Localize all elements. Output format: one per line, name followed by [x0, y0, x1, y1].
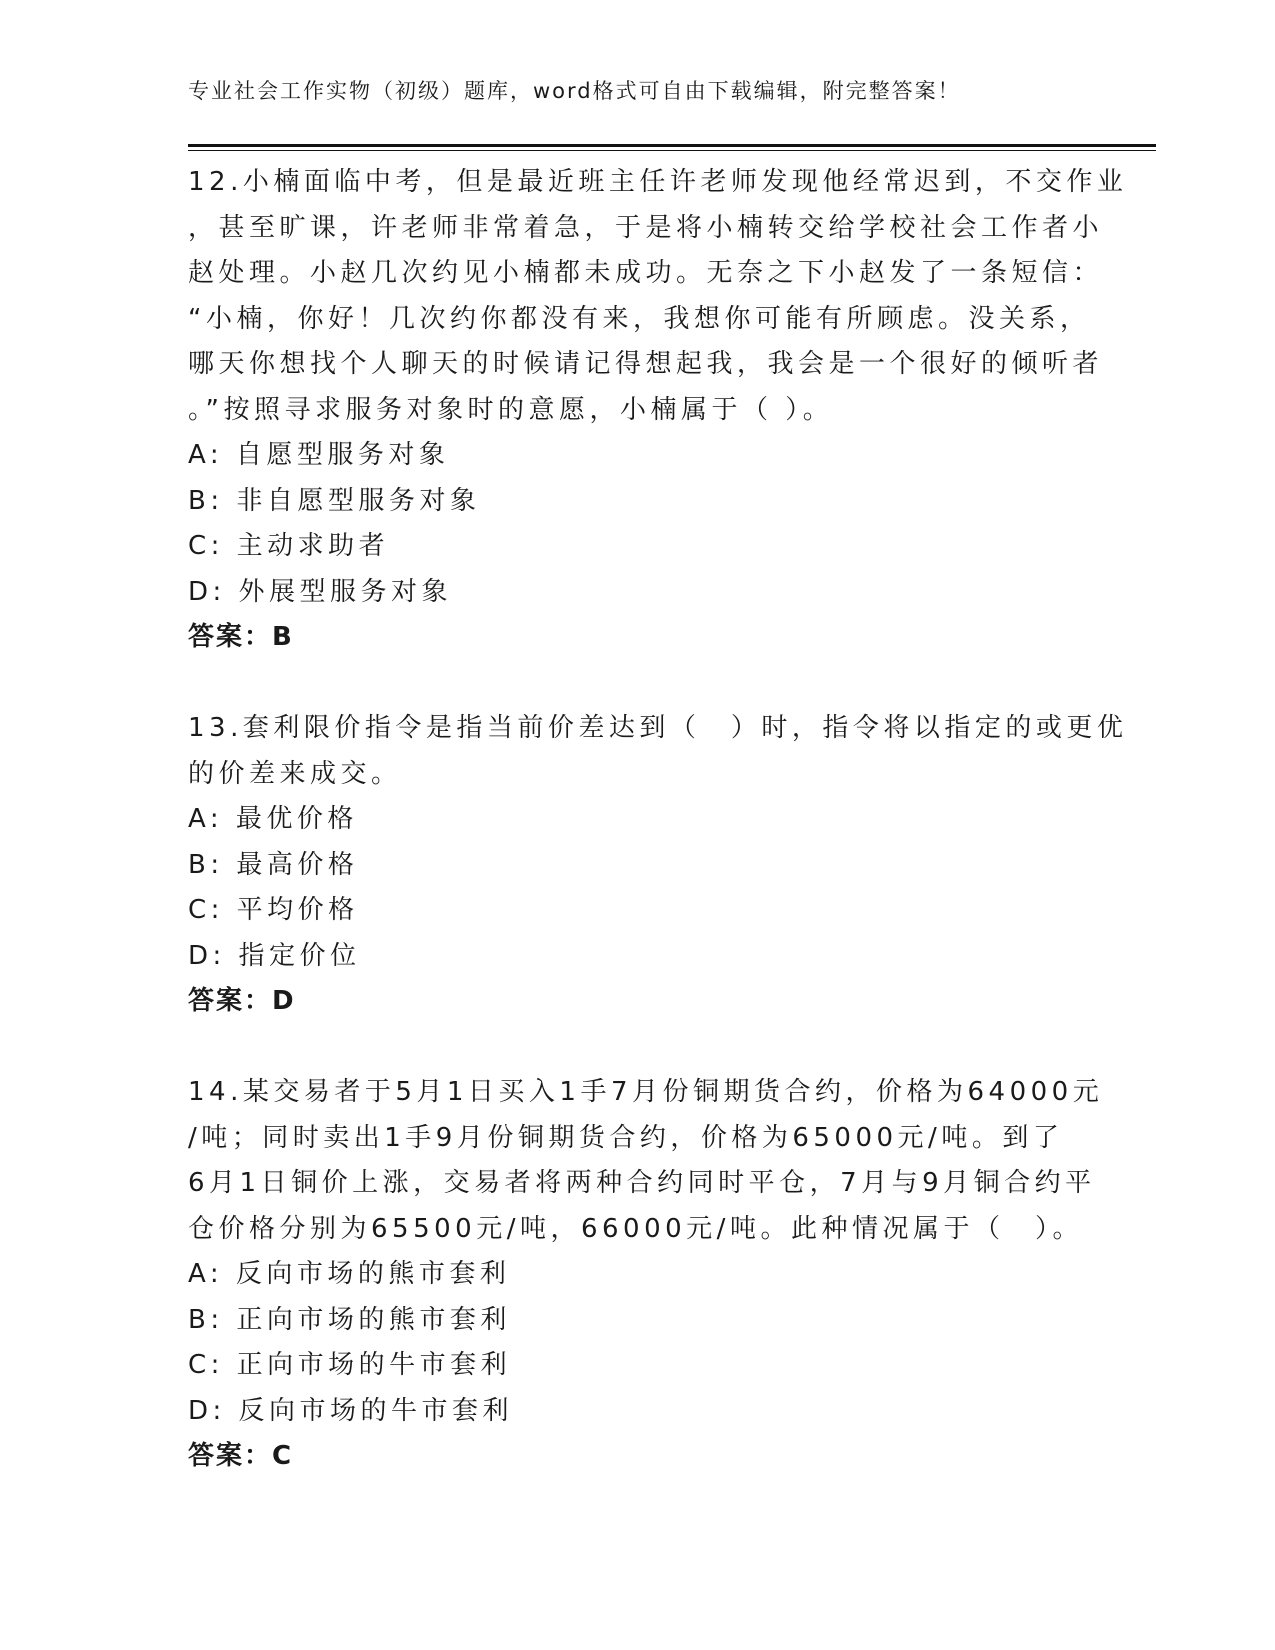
option-a: A: 最优价格: [188, 804, 358, 834]
stem-line: 6月1日铜价上涨，交易者将两种合约同时平仓，7月与9月铜合约平: [188, 1168, 1096, 1198]
spacer: [188, 1025, 1088, 1071]
option-c: C: 正向市场的牛市套利: [188, 1350, 512, 1380]
question-list: [188, 160, 1128, 1480]
option-a: A: 自愿型服务对象: [188, 440, 450, 470]
stem-line: 14.某交易者于5月1日买入1手7月份铜期货合约，价格为64000元: [188, 1077, 1104, 1107]
stem-line: ，甚至旷课，许老师非常着急，于是将小楠转交给学校社会工作者小: [188, 212, 1104, 243]
option-d: D: 指定价位: [188, 940, 361, 971]
stem-line: “小楠，你好！几次约你都没有来，我想你可能有所顾虑。没关系，: [188, 303, 1091, 334]
stem-line: /吨；同时卖出1手9月份铜期货合约，价格为65000元/吨。到了: [188, 1122, 1064, 1153]
option-b: B: 非自愿型服务对象: [188, 485, 481, 516]
question-stem: [188, 160, 1128, 433]
question-stem: [188, 706, 1128, 797]
stem-line: 的价差来成交。: [188, 758, 402, 789]
header-divider: [188, 144, 1156, 151]
option-c: C: 平均价格: [188, 895, 359, 925]
answer: 答案：D: [188, 986, 296, 1016]
spacer: [188, 661, 1088, 707]
stem-line: 仓价格分别为65500元/吨，66000元/吨。此种情况属于（ ）。: [188, 1213, 1083, 1244]
option-a: A: 反向市场的熊市套利: [188, 1259, 511, 1289]
stem-line: 赵处理。小赵几次约见小楠都未成功。无奈之下小赵发了一条短信：: [188, 258, 1104, 288]
option-c: C: 主动求助者: [188, 531, 390, 561]
question-12: [188, 160, 1128, 661]
stem-line: 12.小楠面临中考，但是最近班主任许老师发现他经常迟到，不交作业: [188, 167, 1128, 197]
answer: 答案：B: [188, 622, 294, 652]
option-b: B: 最高价格: [188, 849, 359, 880]
page-header: 专业社会工作实物（初级）题库，word格式可自由下载编辑，附完整答案！: [188, 79, 961, 103]
stem-line: 哪天你想找个人聊天的时候请记得想起我，我会是一个很好的倾听者: [188, 349, 1104, 379]
stem-line: 。”按照寻求服务对象时的意愿，小楠属于（ ）。: [188, 394, 834, 425]
stem-line: 13.套利限价指令是指当前价差达到（ ）时，指令将以指定的或更优: [188, 713, 1128, 743]
question-14: [188, 1070, 1104, 1480]
question-stem: [188, 1070, 1104, 1252]
question-13: [188, 706, 1128, 1025]
option-b: B: 正向市场的熊市套利: [188, 1304, 511, 1335]
option-d: D: 外展型服务对象: [188, 576, 453, 607]
answer: 答案：C: [188, 1441, 294, 1471]
option-d: D: 反向市场的牛市套利: [188, 1395, 514, 1426]
